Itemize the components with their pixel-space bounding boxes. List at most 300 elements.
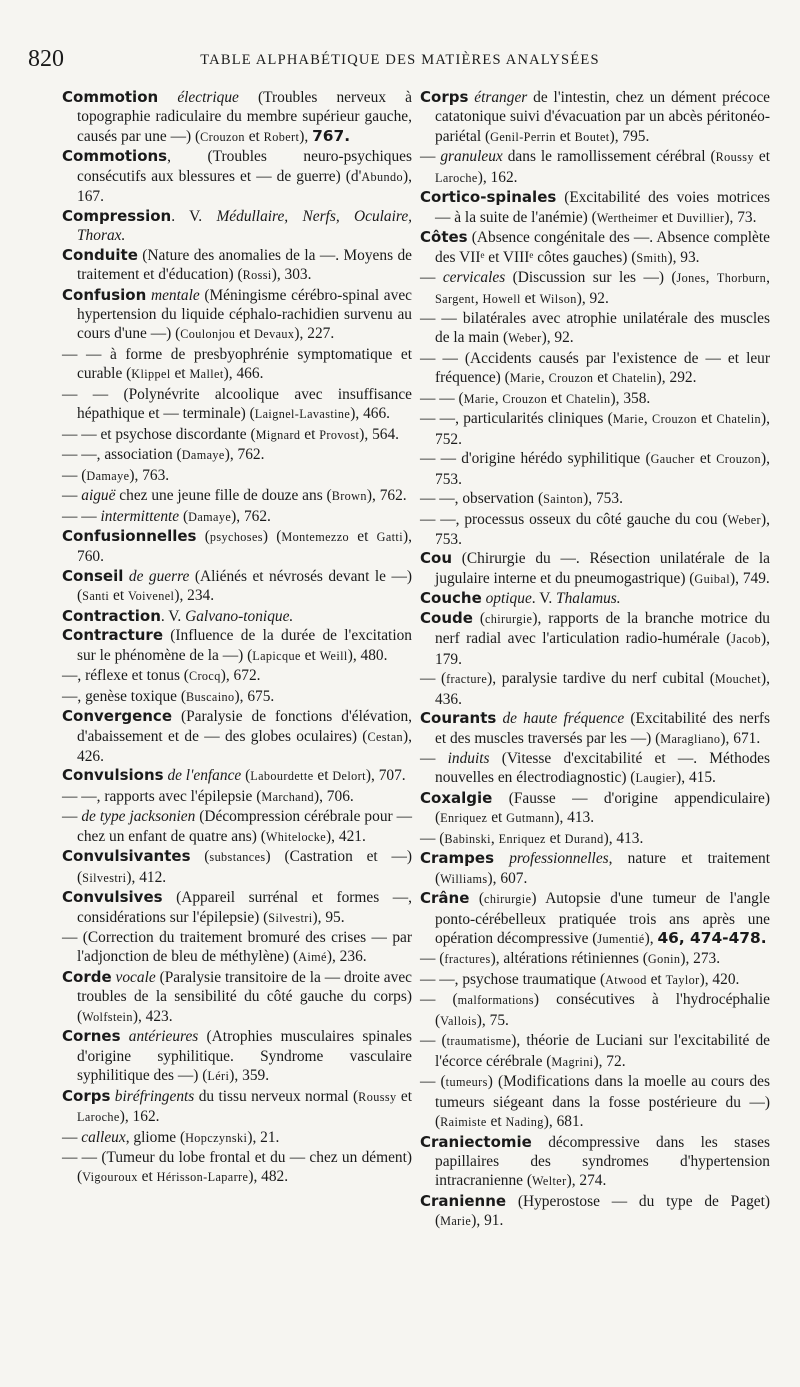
entry-text: ), 762. — [366, 487, 407, 505]
index-term: Commotion — [62, 88, 159, 106]
index-entry — [420, 409, 770, 449]
qualifier-text: de haute fréquence — [502, 710, 625, 728]
entry-text: (Absence congénitale des —. Absence complète des VIIᵉ et VIIIᵉ côtes gauches) ( — [435, 229, 770, 266]
qualifier-text: antérieures — [128, 1028, 199, 1046]
index-entry — [62, 1148, 412, 1188]
index-entry — [420, 389, 770, 409]
author-name: Jacob — [731, 632, 762, 647]
index-entry — [62, 968, 412, 1027]
entry-text: et — [349, 527, 377, 545]
index-entry — [62, 766, 412, 786]
author-name: traumatisme — [446, 1034, 512, 1049]
index-entry — [62, 88, 412, 147]
index-entry — [420, 709, 770, 749]
qualifier-text: intermittente — [100, 507, 180, 525]
entry-text: (Nature des anomalies de la —. Moyens de traitement et d'éducation) ( — [77, 246, 412, 284]
entry-text: ), 763. — [129, 466, 170, 484]
index-term: Confusion — [62, 285, 147, 304]
qualifier-text: étranger — [474, 89, 528, 106]
entry-text: ), 162. — [477, 168, 518, 186]
entry-text: . V. — [171, 207, 217, 225]
author-name: Babinski — [444, 831, 491, 846]
entry-text: ), 292. — [656, 369, 697, 387]
author-name: Crouzon — [652, 412, 697, 427]
author-name: Crouzon — [200, 129, 245, 144]
entry-text: (Décompression cérébrale pour — chez un enfant de quatre ans) ( — [77, 808, 412, 845]
entry-text: (Fausse — d'origine appendiculaire) ( — [435, 789, 770, 827]
entry-text: ), 762. — [231, 507, 271, 525]
index-term: Convulsivantes — [62, 847, 191, 866]
page-reference: 767. — [312, 126, 351, 145]
index-entry — [62, 928, 412, 968]
entry-text: (Atrophies musculaires spinales d'origine syphilitique. Syndrome vasculaire syphilitique des —) ( — [77, 1028, 412, 1085]
author-name: Léri — [207, 1069, 230, 1084]
entry-text: (Excitabilité des nerfs et des muscles traversés par les —) ( — [435, 710, 770, 747]
entry-text: ), 21. — [247, 1128, 280, 1146]
index-entry — [420, 829, 770, 849]
entry-text: ), 412. — [126, 868, 167, 886]
entry-text: ( — [196, 527, 210, 545]
entry-text: ), 179. — [435, 630, 770, 668]
author-name: Roussy — [715, 150, 754, 165]
index-entry — [62, 286, 412, 345]
author-name: Marchand — [261, 789, 314, 804]
qualifier-text: vocale — [115, 968, 156, 986]
index-term: Craniectomie — [420, 1132, 532, 1151]
entry-text: ), 92. — [541, 329, 574, 347]
entry-text: et — [486, 1113, 506, 1131]
author-name: Chatelin — [716, 412, 762, 427]
entry-text: ), 413. — [554, 809, 595, 827]
author-name: Cestan — [367, 729, 404, 744]
author-name: Damaye — [188, 509, 232, 524]
author-name: Coulonjou — [180, 327, 236, 342]
entry-text: ), 274. — [566, 1172, 607, 1190]
entry-text: — —, observation ( — [420, 490, 544, 508]
index-entry — [62, 888, 412, 928]
qualifier-text: biréfringents — [114, 1087, 195, 1105]
index-term: Coude — [420, 608, 473, 627]
author-name: Gaucher — [650, 452, 695, 467]
author-name: Wertheimer — [596, 210, 658, 225]
entry-text: ), 415. — [676, 769, 716, 787]
author-name: Damaye — [86, 468, 130, 483]
entry-text: ), 426. — [77, 727, 412, 765]
qualifier-text: de type jacksonien — [81, 808, 196, 826]
entry-text: ( — [469, 890, 485, 908]
author-name: Laroche — [435, 170, 478, 185]
entry-text: et — [313, 767, 333, 785]
index-entry — [420, 1031, 770, 1072]
qualifier-text: de guerre — [128, 567, 190, 585]
index-entry — [62, 1087, 412, 1128]
index-entry — [420, 609, 770, 669]
author-name: Silvestri — [268, 910, 313, 925]
entry-text: ), 75. — [476, 1011, 509, 1029]
entry-text: . V. — [531, 590, 557, 608]
author-name: Genil-Perrin — [490, 129, 556, 144]
entry-text: ), rapports de la branche motrice du nerf radial avec l'articulation radio-humérale ( — [435, 609, 770, 648]
entry-text: ), 227. — [294, 325, 335, 343]
author-name: Gutmann — [506, 811, 555, 826]
index-term: Commotions — [62, 147, 168, 166]
author-name: Voivenel — [128, 589, 175, 604]
index-entry — [62, 527, 412, 567]
entry-text: décompressive dans les stases papillaires des syndromes d'hypertension intracranienne ( — [435, 1133, 770, 1190]
index-entry — [420, 1072, 770, 1132]
entry-text: ), altérations rétiniennes ( — [490, 950, 648, 968]
author-name: psychoses — [209, 529, 263, 544]
author-name: Laroche — [77, 1110, 120, 1125]
index-column-right — [420, 88, 770, 1232]
qualifier-text: mentale — [150, 286, 200, 304]
author-name: Montemezzo — [281, 529, 350, 544]
author-name: Weber — [508, 331, 542, 346]
author-name: Laignel-Lavastine — [254, 407, 351, 422]
index-term: Crampes — [420, 849, 494, 868]
qualifier-text: électrique — [177, 89, 239, 106]
author-name: Gonin — [647, 952, 681, 967]
index-entry — [420, 309, 770, 349]
entry-text: ), 607. — [487, 869, 528, 887]
author-name: Brown — [331, 489, 367, 504]
entry-text: ), 93. — [667, 248, 700, 266]
entry-text: ), 482. — [248, 1168, 289, 1186]
entry-text: et — [520, 289, 540, 307]
index-term: Corps — [62, 1086, 111, 1105]
author-name: Nading — [505, 1115, 544, 1130]
page-header — [28, 40, 772, 80]
index-term: Convulsives — [62, 888, 163, 907]
author-name: Marie — [509, 371, 541, 386]
author-name: fracture — [446, 672, 488, 687]
index-entry — [62, 1027, 412, 1086]
author-name: Boutet — [574, 129, 610, 144]
author-name: Rossi — [242, 268, 272, 283]
index-entry — [62, 486, 412, 506]
entry-text: ) (Castration et —) ( — [77, 848, 412, 886]
index-term: Convulsions — [62, 766, 164, 785]
entry-text: — — [420, 269, 443, 287]
entry-text: , (Troubles neuro-psychiques consécutifs aux blessures et — de guerre) (d' — [77, 148, 412, 185]
entry-text: (Aliénés et névrosés devant le —) ( — [77, 567, 412, 605]
entry-text: ), 436. — [435, 670, 770, 708]
entry-text: , nature et traitement ( — [435, 850, 770, 887]
author-name: Vallois — [440, 1013, 477, 1028]
author-name: Klippel — [131, 367, 171, 382]
index-term: Corde — [62, 967, 112, 986]
index-entry — [420, 188, 770, 228]
author-name: Raimiste — [440, 1115, 487, 1130]
entry-text: et — [555, 127, 575, 145]
entry-text: (Discussion sur les —) ( — [505, 269, 677, 287]
author-name: Smith — [636, 250, 668, 265]
entry-text: ), 671. — [720, 729, 761, 747]
entry-text: — ( — [420, 1032, 447, 1050]
entry-text: ), 234. — [174, 587, 215, 605]
entry-text: — — d'origine hérédo syphilitique ( — [420, 450, 651, 468]
qualifier-text: Galvano-tonique. — [185, 607, 294, 625]
author-name: Duvillier — [676, 210, 725, 225]
entry-text: ), 273. — [680, 950, 721, 968]
entry-text: ), 564. — [359, 425, 400, 443]
qualifier-text: optique — [485, 590, 532, 608]
entry-text: — —, processus osseux du côté gauche du cou ( — [420, 510, 728, 528]
author-name: Weber — [727, 512, 762, 527]
author-name: Abundo — [361, 169, 404, 184]
entry-text: ), 466. — [350, 405, 391, 423]
author-name: Thorburn — [716, 271, 767, 286]
index-entry — [420, 589, 770, 608]
index-entry — [420, 88, 770, 147]
index-entry — [420, 789, 770, 829]
index-entry — [62, 626, 412, 666]
entry-text: (Excitabilité des voies motrices — à la suite de l'anémie) ( — [435, 189, 770, 226]
page-number: 820 — [28, 46, 64, 72]
entry-text: et — [696, 410, 717, 428]
author-name: Santi — [82, 589, 110, 604]
index-entry — [62, 847, 412, 888]
index-entry — [420, 849, 770, 889]
author-name: Durand — [564, 831, 604, 846]
entry-text: ), 707. — [365, 767, 406, 785]
entry-text: ) ( — [262, 527, 282, 545]
entry-text: (Troubles nerveux à topographie radiculaire du membre supérieur gauche, causés par une —) ( — [77, 89, 412, 145]
index-entry — [62, 607, 412, 626]
index-entry — [420, 949, 770, 969]
author-name: Sainton — [543, 492, 584, 507]
entry-text: ), 236. — [326, 948, 367, 966]
author-name: Magrini — [551, 1054, 594, 1069]
index-entry — [62, 445, 412, 465]
author-name: Robert — [263, 129, 300, 144]
index-term: Conduite — [62, 245, 138, 264]
author-name: Jones — [676, 271, 706, 286]
entry-text: ), 752. — [435, 410, 770, 448]
entry-text: ), 92. — [576, 289, 609, 307]
author-name: malformations — [457, 993, 534, 1008]
entry-text: (Chirurgie du —. Résection unilatérale de la jugulaire interne et du pneumogastrique) ( — [435, 550, 770, 587]
author-name: Atwood — [605, 972, 647, 987]
entry-text: — —, particularités cliniques ( — [420, 410, 613, 428]
author-name: Damaye — [181, 448, 225, 463]
entry-text: ), 753. — [583, 490, 623, 508]
running-title: TABLE ALPHABÉTIQUE DES MATIÈRES ANALYSÉES — [200, 52, 600, 68]
entry-text: — —, psychose traumatique ( — [420, 970, 606, 988]
qualifier-text: granuleux — [440, 148, 503, 166]
entry-text: ), théorie de Luciani sur l'excitabilité de l'écorce cérébrale ( — [435, 1032, 770, 1070]
entry-text: , — [490, 829, 499, 847]
entry-text: , — [540, 369, 549, 387]
index-entry — [420, 889, 770, 949]
entry-text: chez une jeune fille de douze ans ( — [115, 487, 332, 505]
index-term: Cornes — [62, 1027, 121, 1046]
index-entry — [62, 707, 412, 766]
index-term: Côtes — [420, 228, 468, 247]
author-name: Devaux — [254, 327, 295, 342]
index-entry — [62, 687, 412, 707]
index-entry — [62, 567, 412, 607]
entry-text: de l'intestin, chez un dément précoce catatonique suivi d'évacuation par un abcès péritonéo-pariétal ( — [435, 89, 770, 145]
author-name: fractures — [444, 952, 491, 967]
entry-text: ), — [299, 127, 313, 145]
entry-text: ), 91. — [471, 1212, 504, 1230]
entry-text: ( — [190, 848, 210, 866]
entry-text: ), 167. — [77, 167, 412, 206]
index-entry — [420, 669, 770, 709]
entry-text: (Méningisme cérébro-spinal avec hypertension du liquide céphalo-rachidien survenu au cours d'une —) ( — [77, 286, 412, 343]
author-name: Marie — [463, 391, 495, 406]
author-name: Provost — [319, 427, 360, 442]
entry-text: et — [694, 450, 717, 468]
author-name: Mouchet — [714, 672, 762, 687]
author-name: Weill — [319, 648, 348, 663]
entry-text: — ( — [420, 991, 458, 1009]
author-name: Whitelocke — [265, 829, 327, 844]
entry-text: et — [753, 148, 770, 166]
entry-text: . V. — [160, 607, 186, 625]
qualifier-text: professionnelles — [509, 850, 609, 868]
author-name: Jumentié — [597, 932, 645, 947]
entry-text: ), 760. — [77, 527, 412, 566]
entry-text: ), 162. — [119, 1108, 160, 1126]
index-entry — [62, 207, 412, 246]
entry-text: ), 706. — [313, 787, 354, 805]
entry-text — [121, 1028, 129, 1045]
author-name: Buscaino — [185, 689, 235, 704]
author-name: Maragliano — [660, 731, 721, 746]
entry-text: ), 753. — [435, 510, 770, 548]
qualifier-text: induits — [447, 749, 490, 767]
entry-text: ), 423. — [132, 1007, 173, 1025]
page-reference: 46, 474-478. — [657, 929, 767, 948]
entry-text: et — [137, 1168, 157, 1186]
index-entry — [62, 385, 412, 425]
author-name: Mallet — [189, 367, 224, 382]
entry-text: — — [62, 808, 82, 826]
author-name: chirurgie — [484, 611, 533, 626]
entry-text: — — à forme de presbyophrénie symptomatique et curable ( — [62, 345, 412, 383]
entry-text: ), 466. — [223, 365, 264, 383]
index-entry — [420, 489, 770, 509]
entry-text: — ( — [420, 950, 445, 968]
qualifier-text: aiguë — [81, 487, 116, 505]
entry-text: dans le ramollissement cérébral ( — [502, 148, 716, 166]
entry-text: ), 681. — [543, 1113, 584, 1131]
entry-text: ), 73. — [724, 208, 757, 226]
author-name: Chatelin — [566, 391, 611, 406]
entry-text: ), 413. — [603, 829, 644, 847]
index-entry — [420, 990, 770, 1031]
entry-text: ( — [472, 609, 485, 627]
author-name: Hérisson-Laparre — [156, 1170, 249, 1185]
index-entry — [420, 1192, 770, 1232]
author-name: tumeurs — [445, 1075, 488, 1090]
index-term: Courants — [420, 709, 497, 728]
entry-text: ), 795. — [609, 127, 650, 145]
index-entry — [62, 345, 412, 385]
entry-text: , — [474, 289, 483, 307]
entry-text: , — [494, 389, 503, 407]
author-name: Marie — [612, 412, 644, 427]
index-term: Convergence — [62, 707, 172, 726]
entry-text: ( — [179, 507, 189, 525]
author-name: Crouzon — [548, 371, 594, 386]
index-entry — [420, 549, 770, 589]
entry-text: — — et psychose discordante ( — [62, 425, 256, 443]
entry-text: ), 421. — [326, 827, 366, 845]
entry-text: et — [545, 829, 565, 847]
entry-text: ), 749. — [730, 569, 770, 587]
entry-text: ) (Modifications dans la moelle au cours des tumeurs siégeant dans la fosse postérieure du —) ( — [435, 1073, 770, 1131]
index-entry — [62, 666, 412, 686]
entry-text: et — [109, 587, 129, 605]
entry-text: — — [62, 487, 82, 505]
entry-text: et — [487, 809, 507, 827]
author-name: Labourdette — [250, 769, 314, 784]
author-name: Laugier — [635, 771, 677, 786]
qualifier-text: Médullaire, Nerfs, Oculaire, Thorax. — [77, 207, 412, 245]
index-term: Coxalgie — [420, 788, 493, 807]
author-name: Wilson — [539, 291, 577, 306]
author-name: Crouzon — [716, 452, 762, 467]
author-name: Hopczynski — [185, 1130, 248, 1145]
entry-text — [158, 89, 177, 106]
entry-text: , — [766, 269, 770, 287]
index-entry — [62, 425, 412, 445]
entry-text: et — [593, 369, 613, 387]
entry-text: (Appareil surrénal et formes —, considérations sur l'épilepsie) ( — [77, 889, 412, 926]
entry-text: — — (Polynévrite alcoolique avec insuffisance hépathique et — terminale) ( — [62, 385, 412, 423]
index-entry — [420, 449, 770, 489]
index-entry — [62, 1128, 412, 1148]
qualifier-text: cervicales — [442, 269, 506, 287]
entry-text: ), 72. — [593, 1052, 626, 1070]
author-name: Enriquez — [498, 831, 546, 846]
author-name: Sargent — [435, 291, 475, 306]
author-name: Crocq — [188, 669, 221, 684]
entry-text: — (Correction du traitement bromuré des crises — par l'adjonction de bleu de méthylène) ( — [62, 929, 412, 966]
author-name: Silvestri — [82, 870, 127, 885]
index-term: Confusionnelles — [62, 526, 197, 545]
entry-text: — — bilatérales avec atrophie unilatérale des muscles de la main ( — [420, 309, 770, 347]
index-entry — [420, 349, 770, 389]
entry-text: et — [646, 970, 666, 988]
index-entry — [62, 507, 412, 527]
entry-text: ( — [241, 767, 251, 785]
entry-text: — — ( — [420, 389, 464, 407]
entry-text: ), 753. — [435, 450, 770, 488]
index-column-left — [62, 88, 412, 1188]
index-term: Compression — [62, 206, 172, 225]
author-name: Enriquez — [440, 811, 488, 826]
entry-text: , — [643, 410, 653, 428]
entry-text: (Vitesse d'excitabilité et —. Méthodes nouvelles en électrodiagnostic) ( — [435, 749, 770, 787]
entry-text: (Influence de la durée de l'excitation sur le phénomène de la —) ( — [77, 627, 412, 664]
index-entry — [420, 228, 770, 268]
entry-text: , gliome ( — [125, 1128, 186, 1146]
index-term: Cranienne — [420, 1191, 507, 1210]
author-name: Taylor — [665, 972, 700, 987]
entry-text: et — [235, 325, 255, 343]
qualifier-text: Thalamus. — [556, 590, 621, 608]
entry-text: (Paralysie transitoire de la — droite avec troubles de la sensibilité du côté gauche du corps) ( — [77, 968, 412, 1025]
entry-text: ), 672. — [220, 667, 261, 685]
index-entry — [420, 268, 770, 309]
entry-text: — — [62, 1128, 82, 1146]
entry-text: et — [396, 1087, 412, 1105]
index-entry — [420, 1133, 770, 1192]
